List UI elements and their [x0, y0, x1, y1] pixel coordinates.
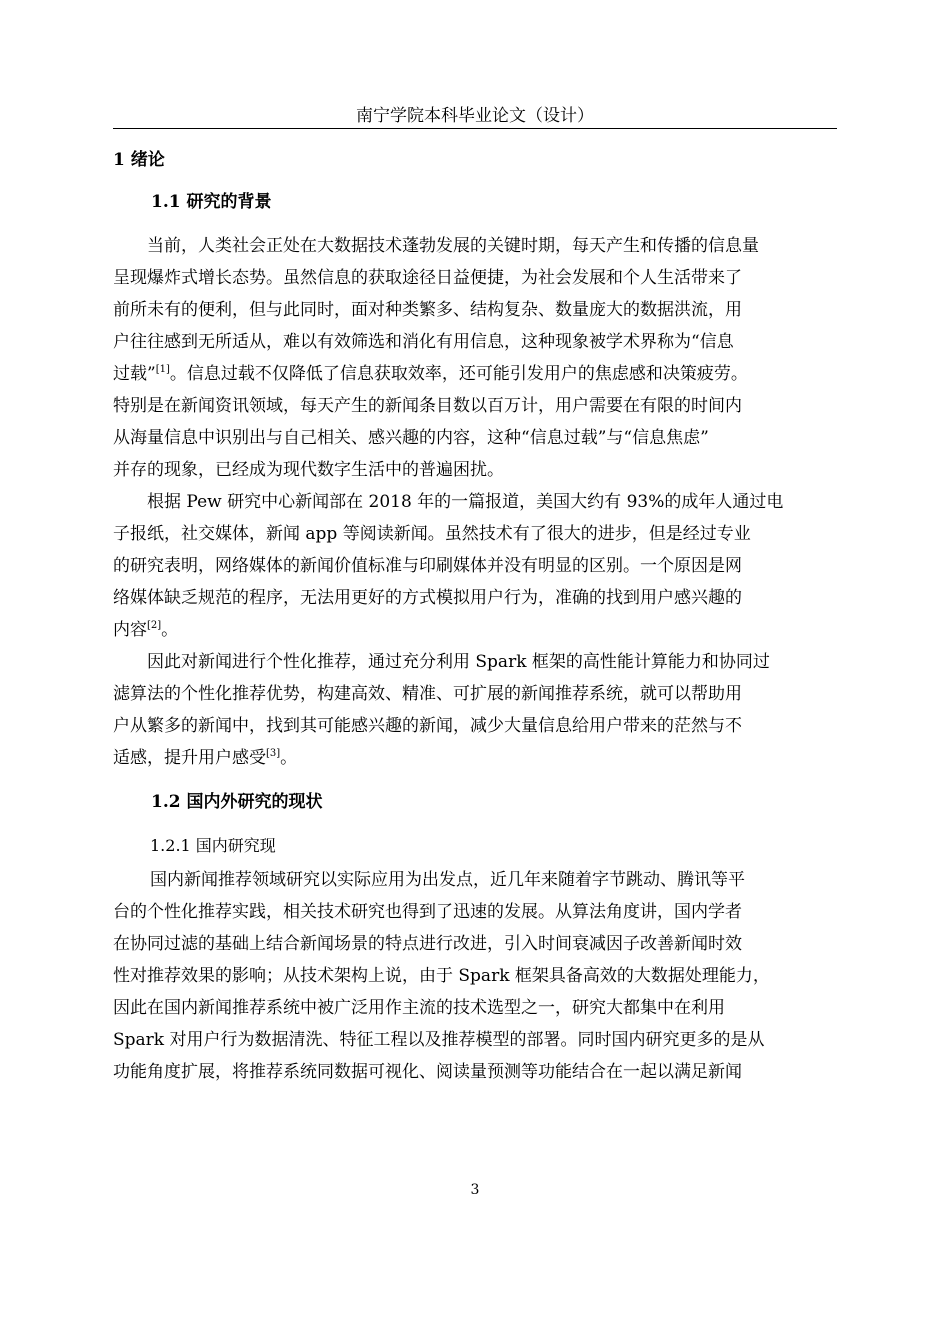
paragraph-line: 因此对新闻进行个性化推荐，通过充分利用 Spark 框架的高性能计算能力和协同过: [147, 652, 770, 672]
paragraph-line: 子报纸，社交媒体，新闻 app 等阅读新闻。虽然技术有了很大的进步，但是经过专业: [113, 524, 751, 544]
paragraph-line: [113, 362, 748, 386]
paragraph-line: 在协同过滤的基础上结合新闻场景的特点进行改进，引入时间衰减因子改善新闻时效: [113, 934, 742, 954]
text-span: 。信息过载不仅降低了信息获取效率，还可能引发用户的焦虑感和决策疲劳。: [169, 364, 748, 384]
paragraph-line: 户从繁多的新闻中，找到其可能感兴趣的新闻，减少大量信息给用户带来的茫然与不: [113, 716, 742, 736]
page-number: 3: [470, 1182, 480, 1198]
paragraph-line: Spark 对用户行为数据清洗、特征工程以及推荐模型的部署。同时国内研究更多的是从: [113, 1030, 765, 1050]
paragraph-line: 的研究表明，网络媒体的新闻价值标准与印刷媒体并没有明显的区别。一个原因是网: [113, 556, 742, 576]
paragraph-line: 前所未有的便利，但与此同时，面对种类繁多、结构复杂、数量庞大的数据洪流，用: [113, 300, 742, 320]
text-span: 内容: [113, 620, 147, 640]
text-span: 过载”: [113, 364, 156, 384]
citation-ref: [1]: [155, 364, 170, 375]
paragraph-line: 当前，人类社会正处在大数据技术蓬勃发展的关键时期，每天产生和传播的信息量: [147, 236, 759, 256]
paragraph-line: 络媒体缺乏规范的程序，无法用更好的方式模拟用户行为，准确的找到用户感兴趣的: [113, 588, 742, 608]
paragraph-line: 国内新闻推荐领域研究以实际应用为出发点，近几年来随着字节跳动、腾讯等平: [150, 870, 745, 890]
paragraph-line: [113, 618, 178, 642]
paragraph-line: 并存的现象，已经成为现代数字生活中的普遍困扰。: [113, 460, 504, 480]
section-title-1-2: 1.2 国内外研究的现状: [151, 792, 323, 812]
paragraph-line: 功能角度扩展，将推荐系统同数据可视化、阅读量预测等功能结合在一起以满足新闻: [113, 1062, 742, 1082]
chapter-title: 1 绪论: [113, 150, 165, 170]
page-header: [113, 104, 837, 129]
paragraph-line: 因此在国内新闻推荐系统中被广泛用作主流的技术选型之一，研究大都集中在利用: [113, 998, 725, 1018]
paragraph-line: 滤算法的个性化推荐优势，构建高效、精准、可扩展的新闻推荐系统，就可以帮助用: [113, 684, 742, 704]
paragraph-line: [113, 746, 297, 770]
citation-ref: [3]: [266, 748, 281, 759]
header-title: 南宁学院本科毕业论文（设计）: [356, 106, 594, 126]
text-span: 。: [161, 620, 179, 640]
citation-ref: [2]: [147, 620, 162, 631]
subsection-title-1-2-1: 1.2.1 国内研究现: [150, 836, 276, 855]
paragraph-line: 户往往感到无所适从，难以有效筛选和消化有用信息，这种现象被学术界称为“信息: [113, 332, 734, 352]
text-span: 适感，提升用户感受: [113, 748, 266, 768]
paragraph-line: 从海量信息中识别出与自己相关、感兴趣的内容，这种“信息过载”与“信息焦虑”: [113, 428, 709, 448]
paragraph-line: 台的个性化推荐实践，相关技术研究也得到了迅速的发展。从算法角度讲，国内学者: [113, 902, 742, 922]
paragraph-line: 特别是在新闻资讯领域，每天产生的新闻条目数以百万计，用户需要在有限的时间内: [113, 396, 742, 416]
paragraph-line: 呈现爆炸式增长态势。虽然信息的获取途径日益便捷，为社会发展和个人生活带来了: [113, 268, 742, 288]
paragraph-line: 性对推荐效果的影响；从技术架构上说，由于 Spark 框架具备高效的大数据处理能力，: [113, 966, 770, 986]
section-title-1-1: 1.1 研究的背景: [151, 192, 272, 212]
paragraph-line: 根据 Pew 研究中心新闻部在 2018 年的一篇报道，美国大约有 93%的成年人通过电: [147, 492, 784, 512]
text-span: 。: [280, 748, 298, 768]
